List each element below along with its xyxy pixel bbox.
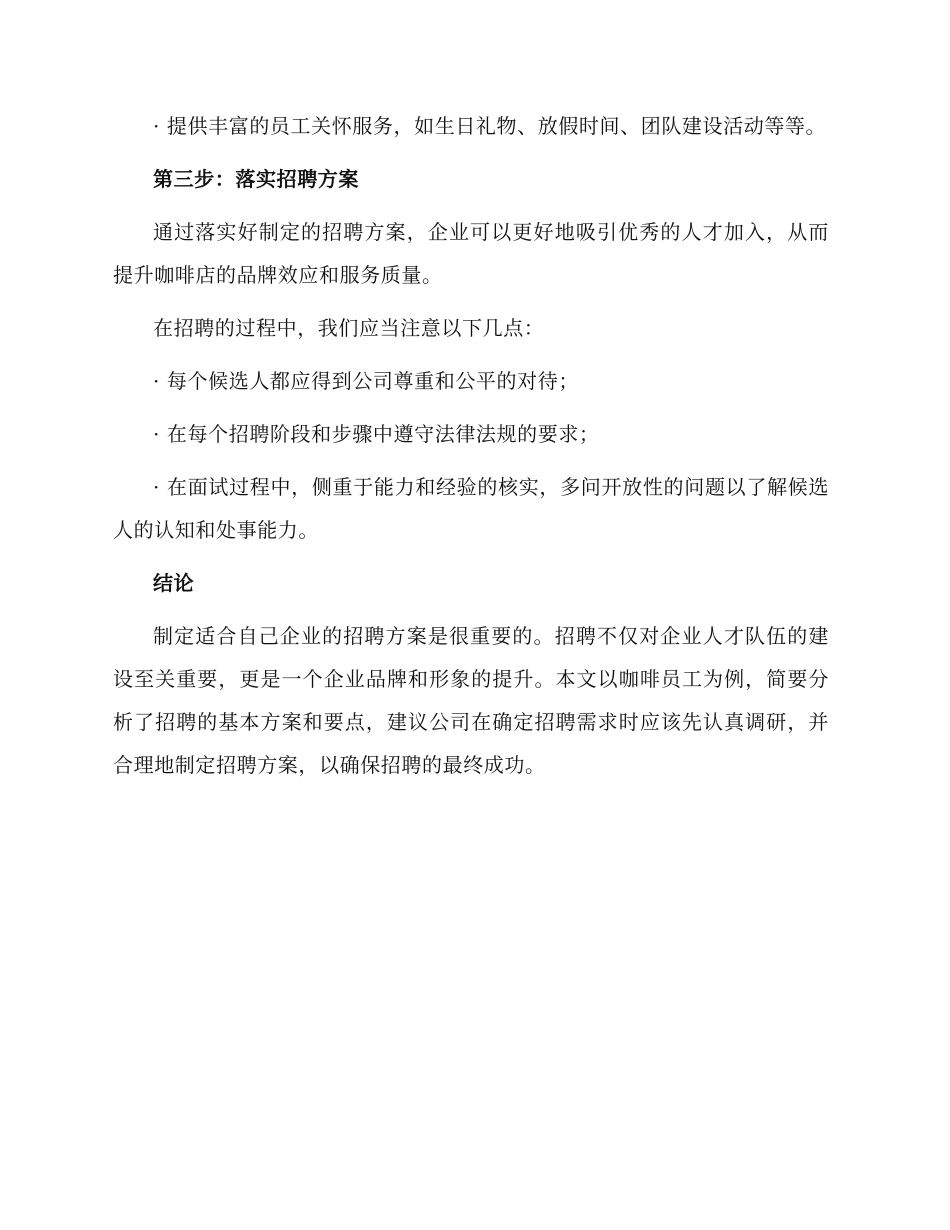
document-body (113, 105, 829, 797)
bullet-employee-care: · 提供丰富的员工关怀服务，如生日礼物、放假时间、团队建设活动等等。 (153, 114, 827, 138)
paragraph-implement-plan: 通过落实好制定的招聘方案，企业可以更好地吸引优秀的人才加入，从而提升咖啡店的品牌效应和服务质量。 (113, 220, 829, 287)
heading-step-three: 第三步：落实招聘方案 (153, 167, 359, 191)
paragraph-notes-intro: 在招聘的过程中，我们应当注意以下几点： (153, 316, 545, 340)
bullet-respect-fairness: · 每个候选人都应得到公司尊重和公平的对待； (153, 369, 579, 393)
paragraph-conclusion: 制定适合自己企业的招聘方案是很重要的。招聘不仅对企业人才队伍的建设至关重要，更是一个企业品牌和形象的提升。本文以咖啡员工为例，简要分析了招聘的基本方案和要点，建议公司在确定招聘需求时应该先认真调研，并合理地制定招聘方案，以确保招聘的最终成功。 (113, 624, 829, 777)
bullet-interview-focus: · 在面试过程中，侧重于能力和经验的核实，多问开放性的问题以了解候选人的认知和处事能力。 (113, 475, 829, 542)
heading-conclusion: 结论 (153, 571, 195, 595)
bullet-legal-compliance: · 在每个招聘阶段和步骤中遵守法律法规的要求； (153, 422, 600, 446)
